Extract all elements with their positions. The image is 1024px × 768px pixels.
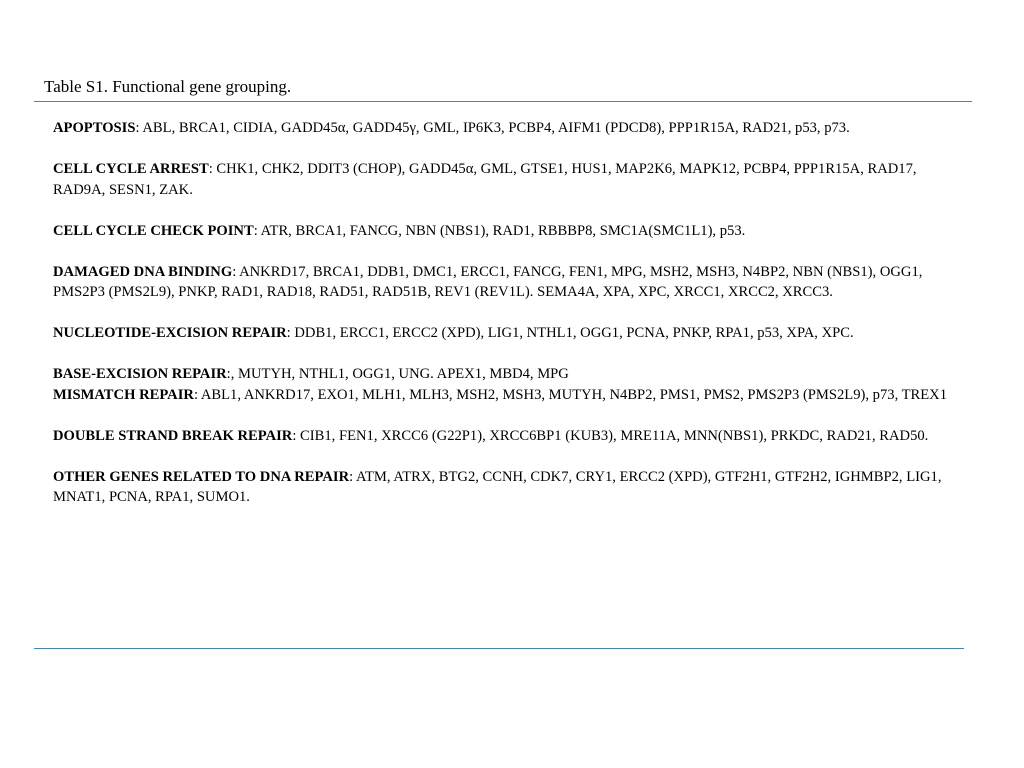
group-genes: ATR, BRCA1, FANCG, NBN (NBS1), RAD1, RBBBP8, SMC1A(SMC1L1), p53.: [260, 222, 746, 239]
group-genes: ANKRD17, BRCA1, DDB1, DMC1, ERCC1, FANCG, FEN1, MPG, MSH2, MSH3, N4BP2, NBN (NBS1), OGG1, PMS2P3 (PMS2L9), PNKP, RAD1, RAD18, RAD51, RAD51B, REV1 (REV1L). SEMA4A, XPA, XPC, XRCC1, XRCC2, XRCC3.: [53, 263, 923, 300]
gene-group-other-dna-repair: [53, 467, 965, 508]
group-genes: MUTYH, NTHL1, OGG1, UNG. APEX1, MBD4, MPG: [238, 366, 569, 382]
group-separator: :: [232, 263, 240, 280]
gene-group-base-excision-repair: [53, 364, 965, 385]
group-separator: :: [193, 386, 201, 403]
group-name: CELL CYCLE CHECK POINT: [53, 222, 254, 239]
group-genes: CHK1, CHK2, DDIT3 (CHOP), GADD45α, GML, GTSE1, HUS1, MAP2K6, MAPK12, PCBP4, PPP1R15A, RAD17, RAD9A, SESN1, ZAK.: [53, 161, 917, 198]
group-name: BASE-EXCISION REPAIR: [53, 366, 227, 382]
group-genes: CIB1, FEN1, XRCC6 (G22P1), XRCC6BP1 (KUB3), MRE11A, MNN(NBS1), PRKDC, RAD21, RAD50.: [300, 427, 929, 444]
group-name: CELL CYCLE ARREST: [53, 161, 209, 177]
gene-group-nucleotide-excision-repair: [53, 323, 965, 344]
group-separator: :,: [226, 366, 239, 382]
gene-group-cell-cycle-check-point: [53, 221, 965, 242]
group-name: APOPTOSIS: [53, 120, 136, 136]
gene-group-cell-cycle-arrest: [53, 159, 965, 200]
group-separator: :: [292, 427, 301, 444]
gene-group-damaged-dna-binding: [53, 262, 965, 303]
group-genes: DDB1, ERCC1, ERCC2 (XPD), LIG1, NTHL1, OGG1, PCNA, PNKP, RPA1, p53, XPA, XPC.: [294, 325, 854, 341]
group-separator: :: [253, 222, 261, 239]
group-genes: ATM, ATRX, BTG2, CCNH, CDK7, CRY1, ERCC2 (XPD), GTF2H1, GTF2H2, IGHMBP2, LIG1, MNAT1, PCNA, RPA1, SUMO1.: [53, 468, 942, 505]
bottom-divider: [34, 648, 964, 649]
group-name: DAMAGED DNA BINDING: [53, 263, 233, 280]
group-separator: :: [135, 120, 143, 136]
top-divider: [34, 101, 972, 102]
group-name: MISMATCH REPAIR: [53, 386, 194, 403]
group-genes: ABL, BRCA1, CIDIA, GADD45α, GADD45γ, GML, IP6K3, PCBP4, AIFM1 (PDCD8), PPP1R15A, RAD21, p53, p73.: [142, 120, 850, 136]
gene-group-mismatch-repair: [53, 385, 965, 406]
gene-group-list: [53, 118, 965, 508]
group-name: OTHER GENES RELATED TO DNA REPAIR: [53, 468, 350, 485]
gene-group-double-strand-break-repair: [53, 426, 965, 447]
group-separator: :: [208, 161, 217, 177]
group-separator: :: [286, 325, 295, 341]
group-genes: ABL1, ANKRD17, EXO1, MLH1, MLH3, MSH2, MSH3, MUTYH, N4BP2, PMS1, PMS2, PMS2P3 (PMS2L9), p73, TREX1: [200, 386, 947, 403]
group-separator: :: [349, 468, 357, 485]
group-name: DOUBLE STRAND BREAK REPAIR: [53, 427, 293, 444]
group-name: NUCLEOTIDE-EXCISION REPAIR: [53, 325, 287, 341]
table-caption: Table S1. Functional gene grouping.: [44, 77, 292, 96]
gene-group-apoptosis: [53, 118, 965, 139]
